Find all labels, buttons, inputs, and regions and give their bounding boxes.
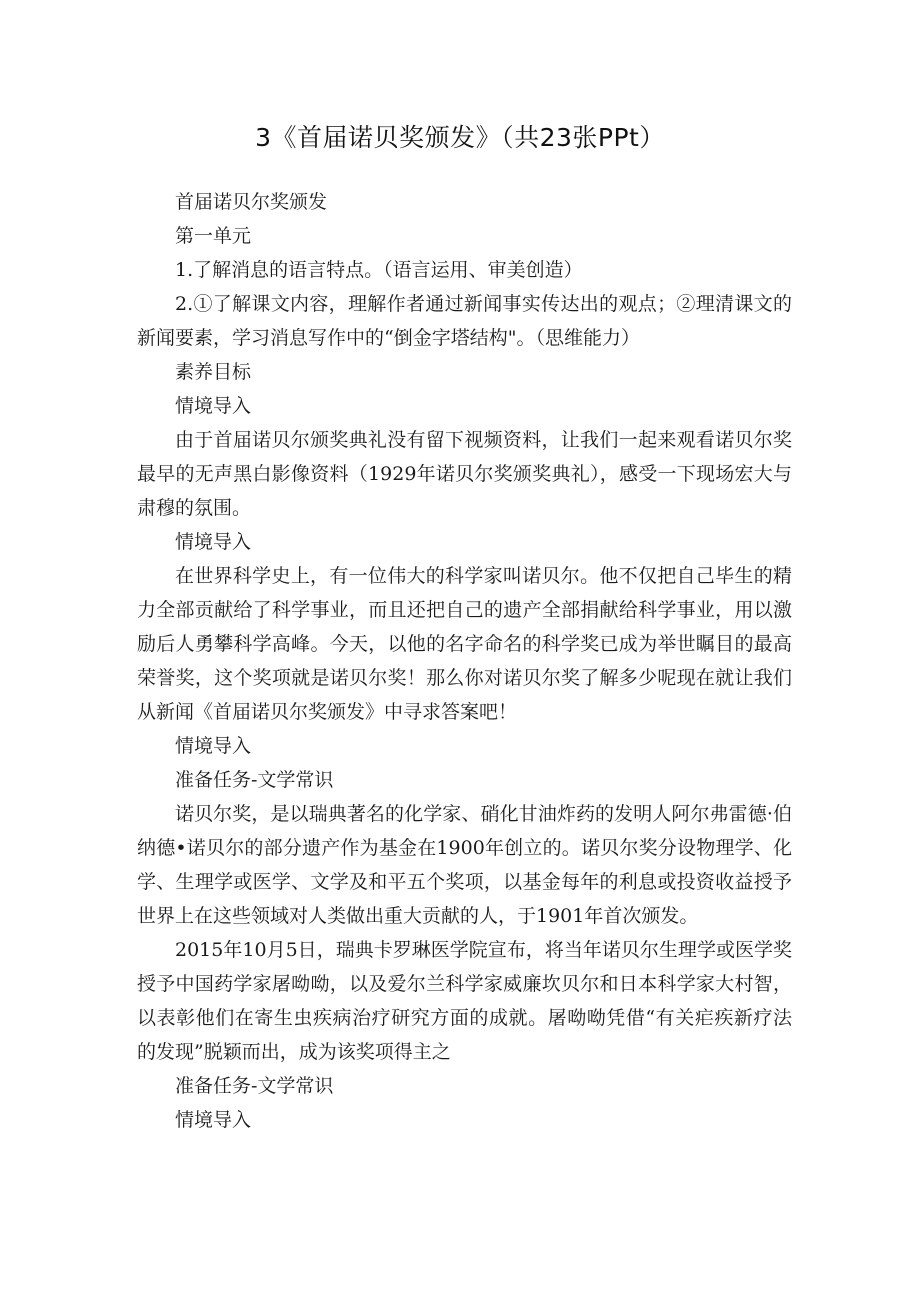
paragraph: 素养目标 — [175, 361, 252, 383]
document-body — [137, 185, 792, 1137]
paragraph: 2015年10月5日，瑞典卡罗琳医学院宣布，将当年诺贝尔生理学或医学奖授予中国药学家屠呦呦，以及爱尔兰科学家威廉坎贝尔和日本科学家大村智，以表彰他们在寄生虫疾病治疗研究方面的成就。屠呦呦凭借“有关疟疾新疗法的发现”脱颖而出，成为该奖项得主之 — [137, 939, 792, 1063]
paragraph: 由于首届诺贝尔颁奖典礼没有留下视频资料，让我们一起来观看诺贝尔奖最早的无声黑白影像资料（1929年诺贝尔奖颁奖典礼），感受一下现场宏大与肃穆的氛围。 — [137, 429, 792, 519]
paragraph: 首届诺贝尔奖颁发 — [175, 191, 328, 213]
paragraph: 准备任务-文学常识 — [175, 769, 334, 791]
paragraph: 2.①了解课文内容，理解作者通过新闻事实传达出的观点；②理清课文的新闻要素，学习消息写作中的“倒金字塔结构"。（思维能力） — [137, 293, 792, 349]
paragraph: 1.了解消息的语言特点。（语言运用、审美创造） — [175, 259, 583, 281]
paragraph: 情境导入 — [175, 531, 252, 553]
paragraph: 准备任务-文学常识 — [175, 1075, 334, 1097]
paragraph: 情境导入 — [175, 1109, 252, 1131]
paragraph: 在世界科学史上，有一位伟大的科学家叫诺贝尔。他不仅把自己毕生的精力全部贡献给了科学事业，而且还把自己的遗产全部捐献给科学事业，用以激励后人勇攀科学高峰。今天，以他的名字命名的科学奖已成为举世瞩目的最高荣誉奖，这个奖项就是诺贝尔奖！那么你对诺贝尔奖了解多少呢现在就让我们从新闻《首届诺贝尔奖颁发》中寻求答案吧！ — [137, 565, 792, 723]
paragraph: 第一单元 — [175, 225, 252, 247]
paragraph: 情境导入 — [175, 735, 252, 757]
paragraph: 诺贝尔奖，是以瑞典著名的化学家、硝化甘油炸药的发明人阿尔弗雷德·伯纳德•诺贝尔的部分遗产作为基金在1900年创立的。诺贝尔奖分设物理学、化学、生理学或医学、文学及和平五个奖项，以基金每年的利息或投资收益授予世界上在这些领域对人类做出重大贡献的人，于1901年首次颁发。 — [137, 803, 792, 927]
document-title: 3《首届诺贝奖颁发》（共23张PPt） — [255, 123, 665, 152]
paragraph: 情境导入 — [175, 395, 252, 417]
